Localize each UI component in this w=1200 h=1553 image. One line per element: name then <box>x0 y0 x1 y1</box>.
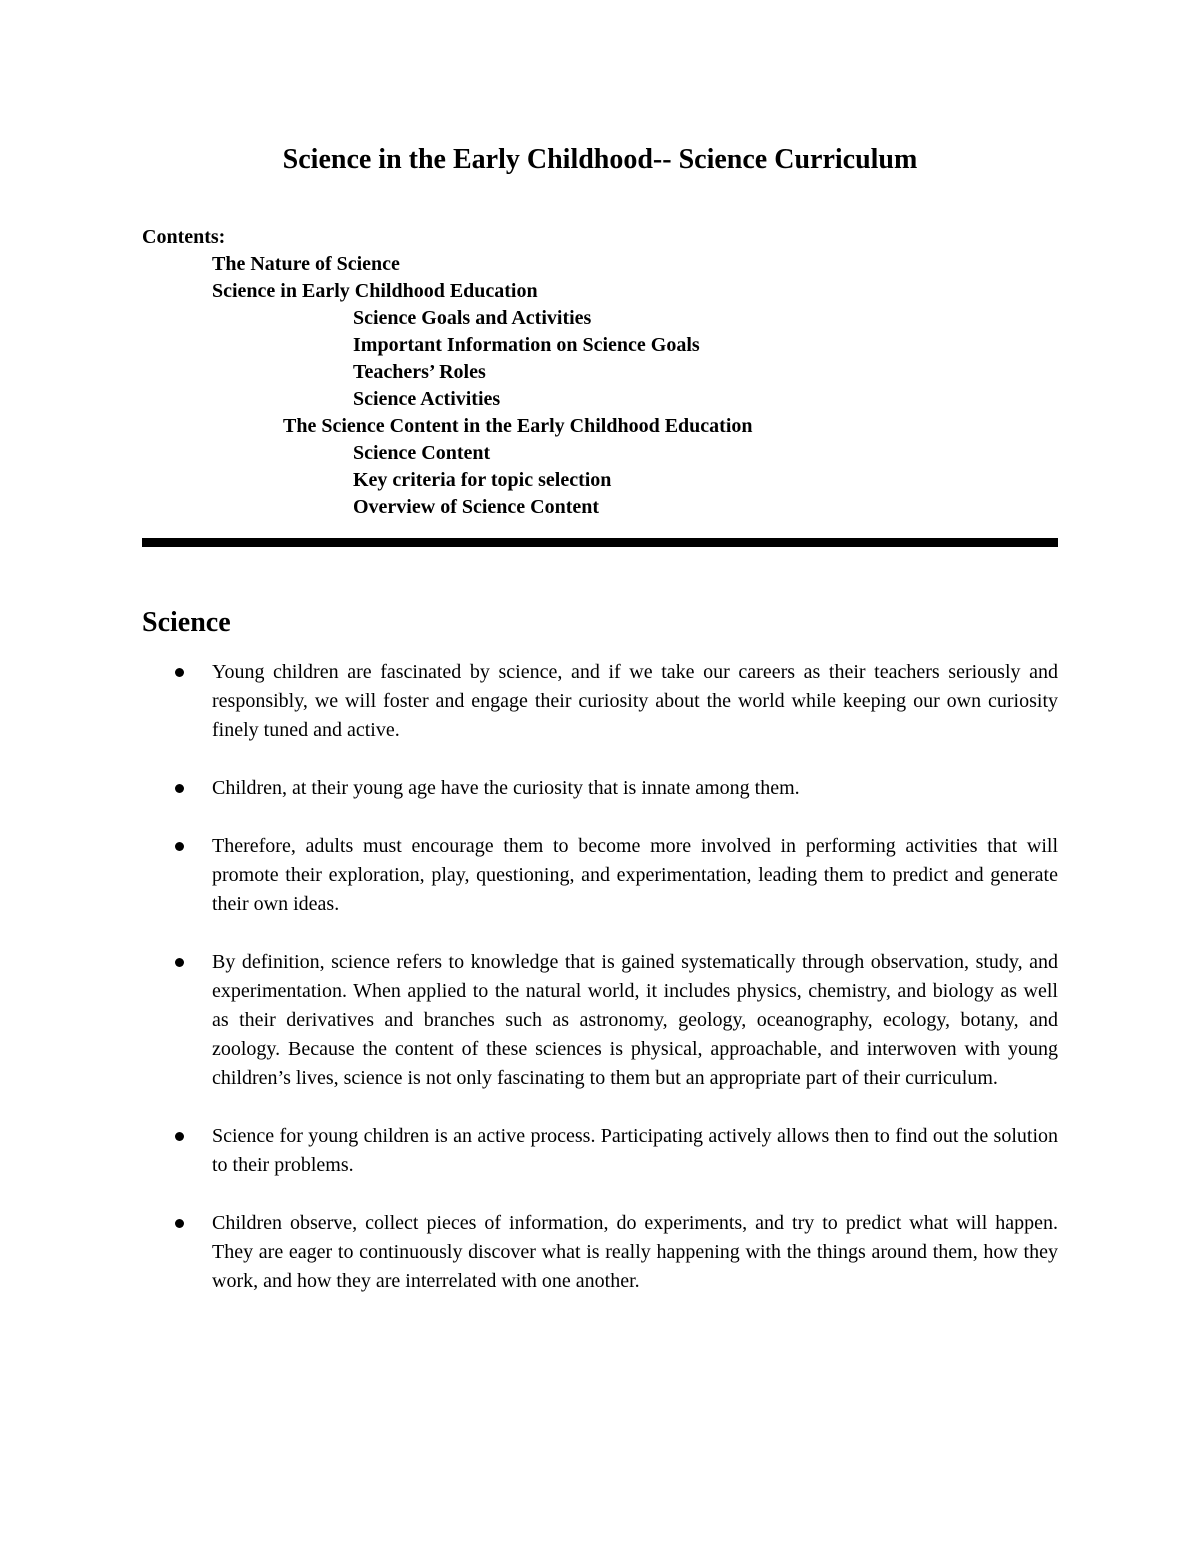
toc-item: The Science Content in the Early Childhood Education <box>283 415 753 437</box>
toc-item: Teachers’ Roles <box>353 361 486 383</box>
bullet-text: Children observe, collect pieces of information, do experiments, and try to predict what will happen. They are eager to continuously discover what is really happening with the things around them, how they work, and how they are interrelated with one another. <box>212 1212 1058 1292</box>
list-item <box>212 948 1058 1093</box>
toc-item: Science Content <box>353 442 491 464</box>
toc-item: The Nature of Science <box>212 253 400 275</box>
section-heading: Science <box>142 607 231 638</box>
bullet-text: By definition, science refers to knowledge that is gained systematically through observation, study, and experimentation. When applied to the natural world, it includes physics, chemistry, and biology as well as their derivatives and branches such as astronomy, geology, oceanography, ecology, botany, and zoology. Because the content of these sciences is physical, approachable, and interwoven with young children’s lives, science is not only fascinating to them but an appropriate part of their curriculum. <box>212 951 1058 1089</box>
toc-item: Science in Early Childhood Education <box>212 280 538 302</box>
section-divider <box>142 538 1058 547</box>
bullet-icon <box>175 784 184 793</box>
bullet-icon <box>175 958 184 967</box>
toc-item: Key criteria for topic selection <box>353 469 612 491</box>
bullet-text: Science for young children is an active process. Participating actively allows then to find out the solution to their problems. <box>212 1125 1058 1176</box>
bullet-icon <box>175 668 184 677</box>
contents-label: Contents: <box>142 226 226 248</box>
table-of-contents <box>0 251 753 521</box>
toc-item: Science Activities <box>353 388 501 410</box>
list-item <box>212 774 1058 803</box>
bullet-icon <box>175 1219 184 1228</box>
list-item <box>212 1122 1058 1180</box>
bullet-list <box>0 658 1200 1325</box>
bullet-icon <box>175 1132 184 1141</box>
document-title: Science in the Early Childhood-- Science Curriculum <box>282 144 918 175</box>
toc-item: Science Goals and Activities <box>353 307 592 329</box>
toc-item: Overview of Science Content <box>353 496 600 518</box>
bullet-text: Therefore, adults must encourage them to become more involved in performing activities that will promote their exploration, play, questioning, and experimentation, leading them to predict and generate their own ideas. <box>212 835 1058 915</box>
list-item <box>212 1209 1058 1296</box>
list-item <box>212 832 1058 919</box>
toc-item: Important Information on Science Goals <box>353 334 700 356</box>
list-item <box>212 658 1058 745</box>
bullet-icon <box>175 842 184 851</box>
bullet-text: Young children are fascinated by science, and if we take our careers as their teachers seriously and responsibly, we will foster and engage their curiosity about the world while keeping our own curiosity finely tuned and active. <box>212 661 1058 741</box>
bullet-text: Children, at their young age have the curiosity that is innate among them. <box>212 777 800 799</box>
